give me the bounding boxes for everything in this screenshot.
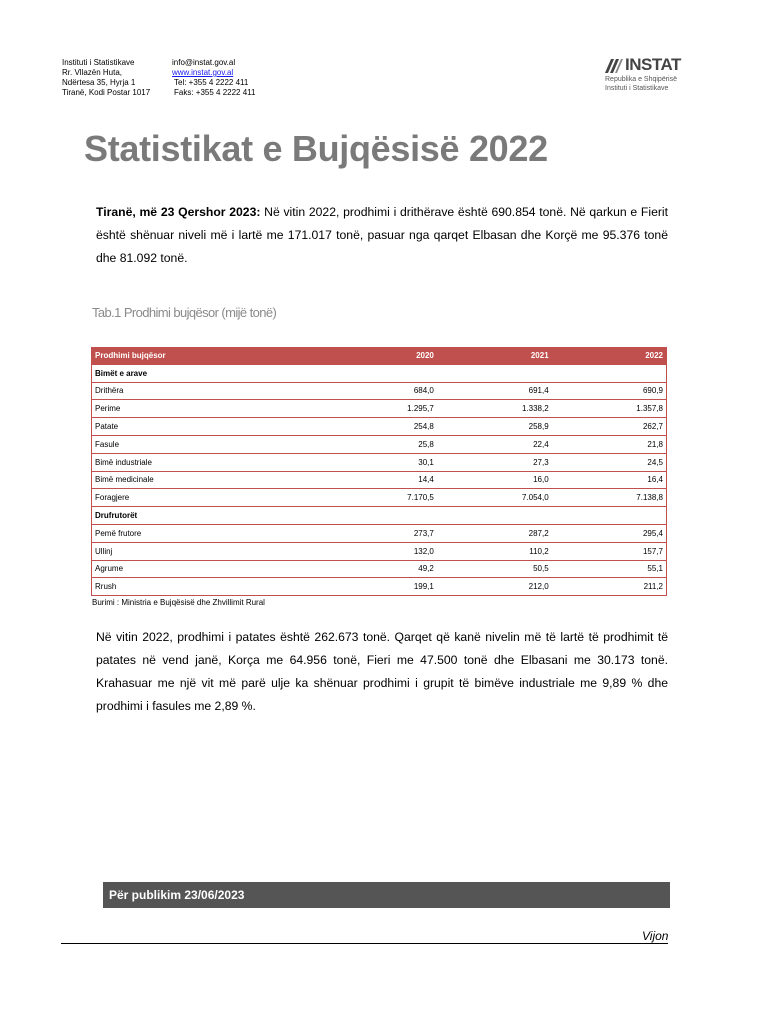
website-link[interactable]: www.instat.gov.al [172, 68, 234, 77]
table-cell: 258,9 [437, 418, 552, 436]
table-cell: 211,2 [552, 578, 667, 596]
email-text: info@instat.gov.al [172, 58, 236, 67]
section-label: Drufrutorët [92, 507, 667, 525]
instat-logo-icon [605, 57, 623, 73]
publication-band: Për publikim 23/06/2023 [103, 882, 670, 908]
page-title: Statistikat e Bujqësisë 2022 [84, 128, 548, 169]
logo-subtitle: Instituti i Statistikave [605, 85, 669, 92]
table-header-row [92, 347, 667, 364]
address-line: Tiranë, Kodi Postar 1017 [62, 88, 151, 97]
row-label: Bimë medicinale [92, 471, 323, 489]
table-row [92, 471, 667, 489]
row-label: Pemë frutore [92, 524, 323, 542]
table-cell: 212,0 [437, 578, 552, 596]
table-cell: 110,2 [437, 542, 552, 560]
production-table [91, 347, 667, 596]
table-cell: 16,0 [437, 471, 552, 489]
contact-info [172, 58, 255, 98]
intro-text: Në vitin 2022, prodhimi i drithërave është 690.854 tonë. Në qarkun e Fierit është shënuar niveli më i lartë me 171.017 tonë, pasuar nga qarqet Elbasan dhe Korçë me 95.376 tonë dhe 81.092 tonë. [96, 205, 668, 265]
table-cell: 27,3 [437, 453, 552, 471]
table-row [92, 578, 667, 596]
section-label: Bimët e arave [92, 364, 667, 382]
table-cell: 1.295,7 [322, 400, 437, 418]
table-row [92, 400, 667, 418]
table-row [92, 524, 667, 542]
table-section-row [92, 507, 667, 525]
footer-divider [61, 943, 668, 944]
row-label: Agrume [92, 560, 323, 578]
intro-paragraph [96, 201, 668, 270]
table-cell: 7.054,0 [437, 489, 552, 507]
column-header: 2022 [552, 347, 667, 364]
tel-text: Tel: +355 4 2222 411 [174, 78, 249, 87]
table-row [92, 542, 667, 560]
logo-wordmark: INSTAT [625, 55, 681, 74]
row-label: Patate [92, 418, 323, 436]
table-cell: 14,4 [322, 471, 437, 489]
table-cell: 132,0 [322, 542, 437, 560]
table-cell: 254,8 [322, 418, 437, 436]
table-cell: 157,7 [552, 542, 667, 560]
table-cell: 691,4 [437, 382, 552, 400]
row-label: Bimë industriale [92, 453, 323, 471]
row-label: Rrush [92, 578, 323, 596]
table-cell: 7.170,5 [322, 489, 437, 507]
table-row [92, 418, 667, 436]
fax-text: Faks: +355 4 2222 411 [174, 88, 256, 97]
table-cell: 7.138,8 [552, 489, 667, 507]
address-line: Rr. Vllazën Huta, [62, 68, 123, 77]
institute-address [62, 58, 150, 98]
table-cell: 24,5 [552, 453, 667, 471]
logo-subtitle: Republika e Shqipërisë [605, 76, 677, 83]
row-label: Fasule [92, 435, 323, 453]
table-source: Burimi : Ministria e Bujqësisë dhe Zhvillimit Rural [92, 598, 265, 607]
instat-logo [605, 55, 700, 93]
table-cell: 55,1 [552, 560, 667, 578]
address-line: Ndërtesa 35, Hyrja 1 [62, 78, 136, 87]
table-cell: 1.338,2 [437, 400, 552, 418]
table-cell: 1.357,8 [552, 400, 667, 418]
table-cell: 50,5 [437, 560, 552, 578]
table-row [92, 453, 667, 471]
table-cell: 295,4 [552, 524, 667, 542]
column-header: 2020 [322, 347, 437, 364]
table-cell: 262,7 [552, 418, 667, 436]
intro-lead: Tiranë, më 23 Qershor 2023: [96, 205, 261, 219]
table-cell: 22,4 [437, 435, 552, 453]
table-cell: 690,9 [552, 382, 667, 400]
table-cell: 21,8 [552, 435, 667, 453]
table-row [92, 489, 667, 507]
table-cell: 287,2 [437, 524, 552, 542]
table-caption: Tab.1 Prodhimi bujqësor (mijë tonë) [92, 305, 277, 320]
table-row [92, 560, 667, 578]
row-label: Foragjere [92, 489, 323, 507]
table-cell: 25,8 [322, 435, 437, 453]
row-label: Perime [92, 400, 323, 418]
table-cell: 30,1 [322, 453, 437, 471]
table-cell: 49,2 [322, 560, 437, 578]
table-section-row [92, 364, 667, 382]
table-cell: 684,0 [322, 382, 437, 400]
row-label: Drithëra [92, 382, 323, 400]
row-label: Ullinj [92, 542, 323, 560]
address-line: Instituti i Statistikave [62, 58, 135, 67]
column-header: 2021 [437, 347, 552, 364]
table-cell: 273,7 [322, 524, 437, 542]
table-cell: 16,4 [552, 471, 667, 489]
continue-label: Vijon [642, 929, 669, 943]
table-cell: 199,1 [322, 578, 437, 596]
table-row [92, 435, 667, 453]
column-header: Prodhimi bujqësor [92, 347, 323, 364]
table-row [92, 382, 667, 400]
body-paragraph: Në vitin 2022, prodhimi i patates është 262.673 tonë. Qarqet që kanë nivelin më të lartë të prodhimit të patates në vend janë, Korça me 64.956 tonë, Fieri me 47.500 tonë dhe Elbasani me 30.173 tonë. Krahasuar me një vit më parë ulje ka shënuar prodhimi i grupit të bimëve industriale me 9,89 % dhe prodhimi i fasules me 2,89 %. [96, 630, 668, 713]
